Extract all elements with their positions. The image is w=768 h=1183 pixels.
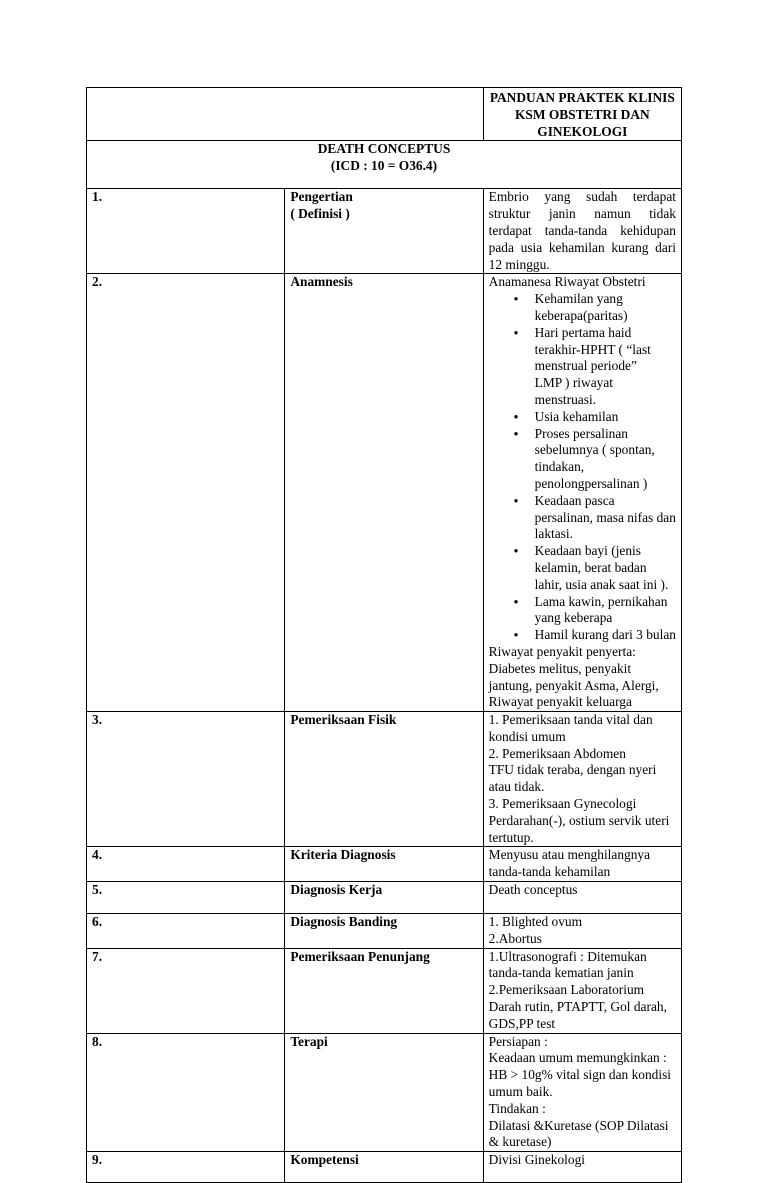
value-line: Persiapan : [488,1033,548,1049]
row-label [285,189,483,274]
header-cell [483,88,681,141]
value-line: 2. Pemeriksaan Abdomen [488,745,626,761]
table-row [87,1152,682,1183]
row-value: Divisi Ginekologi [483,1152,681,1183]
list-item: ● Kehamilan yang keberapa(paritas) [535,291,676,325]
row-label: Anamnesis [285,274,483,712]
value-line: 1.Ultrasonografi : Ditemukan tanda-tanda kematian janin [488,948,647,981]
table-row [87,882,682,914]
table-row [87,1033,682,1152]
row-value: Menyusu atau menghilangnya tanda-tanda kehamilan [483,847,681,882]
table-row [87,847,682,882]
list-item: ● Usia kehamilan [535,409,676,426]
value-line: Dilatasi &Kuretase (SOP Dilatasi & kuretase) [488,1117,669,1150]
row-label: Diagnosis Banding [285,914,483,949]
row-value [483,914,681,949]
row-label: Terapi [285,1033,483,1152]
header-row [87,88,682,141]
row-number: 8. [87,1033,285,1152]
value-line: TFU tidak teraba, dengan nyeri atau tidak. [488,762,657,795]
row-label: Pemeriksaan Fisik [285,712,483,847]
list-item: ● Hamil kurang dari 3 bulan [535,627,676,644]
document-title: DEATH CONCEPTUS [317,141,451,157]
table-row [87,948,682,1033]
value-line: Tindakan : [488,1100,546,1116]
row-number: 3. [87,712,285,847]
row-number: 6. [87,914,285,949]
row-label-text: Pengertian [290,189,353,205]
table-row [87,274,682,712]
row-value [483,274,681,712]
value-line: Perdarahan(-), ostium servik uteri tertutup. [488,812,670,845]
header-title: PANDUAN PRAKTEK KLINIS [489,90,675,105]
row-label: Kompetensi [285,1152,483,1183]
row-label: Kriteria Diagnosis [285,847,483,882]
anamnesis-outro: Riwayat penyakit keluarga [488,694,632,710]
value-line: 2.Pemeriksaan Laboratorium Darah rutin, PTAPTT, Gol darah, GDS,PP test [488,982,667,1031]
value-line: 2.Abortus [488,930,542,946]
row-label: Diagnosis Kerja [285,882,483,914]
list-item: ● Lama kawin, pernikahan yang keberapa [535,594,676,628]
title-cell [87,141,682,189]
row-value: Embrio yang sudah terdapat struktur janin namun tidak terdapat tanda-tanda kehidupan pada usia kehamilan kurang dari 12 minggu. [483,189,681,274]
row-number: 4. [87,847,285,882]
value-line: 3. Pemeriksaan Gynecologi [488,796,637,812]
anamnesis-list [489,291,676,644]
row-number: 9. [87,1152,285,1183]
table-row [87,189,682,274]
anamnesis-intro: Anamanesa Riwayat Obstetri [488,274,646,290]
value-line: 1. Pemeriksaan tanda vital dan kondisi umum [488,712,653,744]
list-item: ● Keadaan bayi (jenis kelamin, berat badan lahir, usia anak saat ini ). [535,543,676,593]
list-item: ● Hari pertama haid terakhir-HPHT ( “last menstrual periode” [535,325,676,375]
row-number: 1. [87,189,285,274]
row-number: 7. [87,948,285,1033]
title-row [87,141,682,189]
anamnesis-outro: Riwayat penyakit penyerta: Diabetes melitus, penyakit jantung, penyakit Asma, Alergi, [488,643,659,693]
table-row [87,914,682,949]
clinical-guideline-table [86,87,682,1183]
list-item: ● Keadaan pasca persalinan, masa nifas dan laktasi. [535,493,676,543]
row-number: 2. [87,274,285,712]
value-line: 1. Blighted ovum [488,914,583,930]
logo-cell [87,88,484,141]
row-label-sub: ( Definisi ) [290,206,350,222]
header-subtitle: KSM OBSTETRI DAN GINEKOLOGI [514,106,650,139]
row-value: Death conceptus [483,882,681,914]
row-value [483,948,681,1033]
list-item: LMP ) riwayat menstruasi. [534,375,613,407]
table-row [87,712,682,847]
row-value [483,712,681,847]
icd-code: (ICD : 10 = O36.4) [330,158,438,174]
list-item: ● Proses persalinan sebelumnya ( spontan, tindakan, penolongpersalinan ) [535,426,676,493]
row-number: 5. [87,882,285,914]
row-value [483,1033,681,1152]
row-label: Pemeriksaan Penunjang [285,948,483,1033]
value-line: Keadaan umum memungkinkan : HB > 10g% vital sign dan kondisi umum baik. [488,1050,672,1100]
